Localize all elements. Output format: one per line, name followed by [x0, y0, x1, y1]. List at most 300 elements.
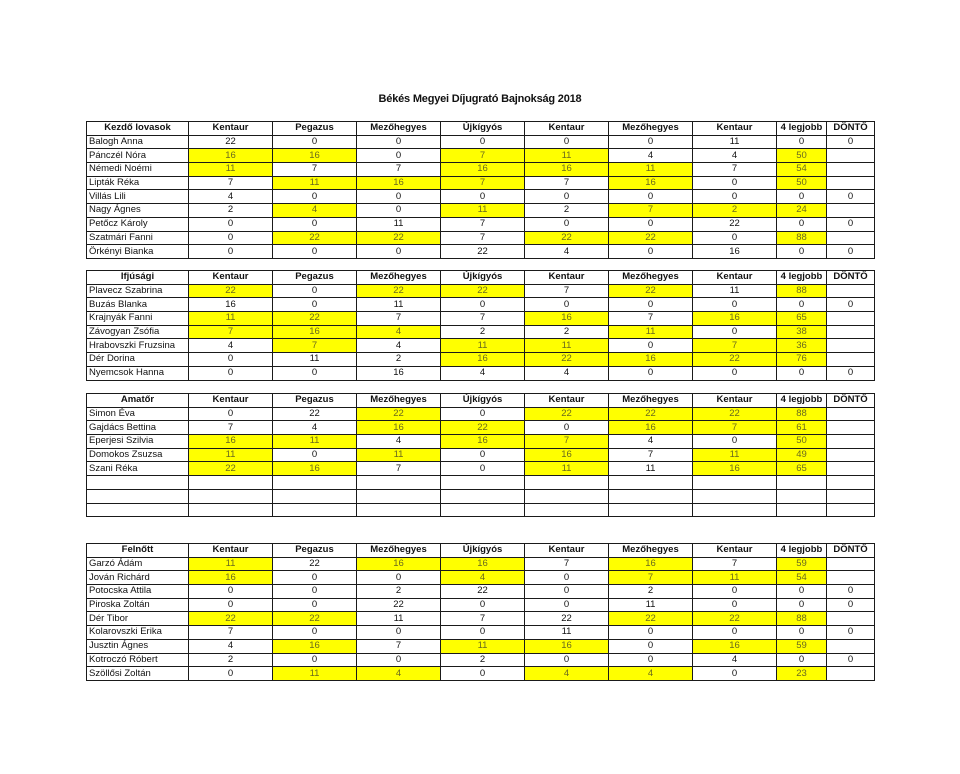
score-cell: 0	[273, 298, 357, 312]
score-cell: 4	[357, 325, 441, 339]
score-cell: 0	[189, 585, 273, 599]
score-cell	[273, 489, 357, 503]
final-cell	[827, 149, 875, 163]
score-cell: 0	[609, 626, 693, 640]
score-cell: 11	[693, 135, 777, 149]
best-four-cell: 76	[777, 353, 827, 367]
final-cell: 0	[827, 135, 875, 149]
final-cell	[827, 476, 875, 490]
table-row	[87, 339, 875, 353]
table-row	[87, 245, 875, 259]
final-cell	[827, 639, 875, 653]
score-cell: 16	[189, 571, 273, 585]
score-cell: 4	[189, 190, 273, 204]
score-cell: 7	[189, 176, 273, 190]
score-cell: 4	[609, 435, 693, 449]
column-header: Kentaur	[525, 394, 609, 408]
score-cell: 7	[525, 435, 609, 449]
score-cell: 11	[525, 626, 609, 640]
score-cell: 11	[189, 163, 273, 177]
best-four-cell	[777, 476, 827, 490]
score-cell	[357, 503, 441, 517]
score-cell: 0	[609, 339, 693, 353]
final-cell	[827, 435, 875, 449]
score-cell: 0	[189, 366, 273, 380]
score-cell: 11	[693, 284, 777, 298]
best-four-cell: 0	[777, 626, 827, 640]
best-four-cell: 0	[777, 135, 827, 149]
score-cell: 16	[525, 639, 609, 653]
score-cell: 7	[357, 163, 441, 177]
column-header: Kentaur	[693, 271, 777, 285]
final-cell: 0	[827, 653, 875, 667]
score-cell: 2	[189, 653, 273, 667]
score-cell: 11	[693, 571, 777, 585]
score-cell: 22	[693, 407, 777, 421]
score-cell: 0	[357, 135, 441, 149]
table-row	[87, 598, 875, 612]
score-cell	[525, 503, 609, 517]
rider-name: Petőcz Károly	[87, 217, 189, 231]
column-header: 4 legjobb	[777, 544, 827, 558]
rider-name: Dér Dorina	[87, 353, 189, 367]
score-cell: 0	[273, 284, 357, 298]
best-four-cell: 0	[777, 653, 827, 667]
final-cell: 0	[827, 598, 875, 612]
rider-name: Balogh Anna	[87, 135, 189, 149]
final-cell	[827, 407, 875, 421]
score-cell: 7	[693, 163, 777, 177]
score-cell: 0	[273, 217, 357, 231]
table-row	[87, 653, 875, 667]
score-cell: 7	[525, 557, 609, 571]
score-cell: 11	[609, 462, 693, 476]
score-cell: 0	[189, 667, 273, 681]
score-cell: 7	[525, 284, 609, 298]
rider-name	[87, 489, 189, 503]
score-cell: 0	[357, 245, 441, 259]
score-cell: 7	[609, 204, 693, 218]
table-row	[87, 163, 875, 177]
rider-name: Szöllősi Zoltán	[87, 667, 189, 681]
table-row	[87, 448, 875, 462]
score-cell: 0	[273, 135, 357, 149]
column-header: Mezőhegyes	[357, 394, 441, 408]
score-cell	[609, 503, 693, 517]
best-four-cell: 0	[777, 217, 827, 231]
score-cell: 0	[693, 598, 777, 612]
score-cell: 0	[273, 366, 357, 380]
header-row	[87, 544, 875, 558]
score-cell: 0	[525, 598, 609, 612]
score-cell: 22	[441, 421, 525, 435]
best-four-cell: 88	[777, 407, 827, 421]
score-cell: 0	[189, 407, 273, 421]
table-amator	[86, 393, 875, 517]
score-cell: 0	[609, 639, 693, 653]
score-cell: 4	[693, 653, 777, 667]
score-cell: 0	[441, 407, 525, 421]
score-cell: 0	[189, 353, 273, 367]
score-cell: 22	[441, 284, 525, 298]
score-cell: 7	[273, 163, 357, 177]
best-four-cell: 0	[777, 298, 827, 312]
best-four-cell: 88	[777, 231, 827, 245]
score-cell: 22	[525, 407, 609, 421]
final-cell	[827, 503, 875, 517]
score-cell: 0	[441, 298, 525, 312]
table-row	[87, 639, 875, 653]
rider-name: Örkényi Bianka	[87, 245, 189, 259]
column-header: Kentaur	[525, 544, 609, 558]
column-header: Kentaur	[693, 394, 777, 408]
rider-name: Szani Réka	[87, 462, 189, 476]
column-header: Kentaur	[525, 122, 609, 136]
score-cell: 7	[441, 217, 525, 231]
column-header: Mezőhegyes	[357, 544, 441, 558]
column-header: 4 legjobb	[777, 271, 827, 285]
score-cell	[525, 489, 609, 503]
table-row	[87, 462, 875, 476]
category-header: Felnőtt	[87, 544, 189, 558]
score-cell: 22	[357, 231, 441, 245]
score-cell: 7	[525, 176, 609, 190]
score-cell: 22	[189, 462, 273, 476]
final-cell	[827, 489, 875, 503]
score-cell: 11	[357, 298, 441, 312]
score-cell: 16	[693, 245, 777, 259]
column-header: Kentaur	[189, 122, 273, 136]
score-cell: 2	[693, 204, 777, 218]
score-cell: 0	[189, 217, 273, 231]
score-cell: 0	[273, 190, 357, 204]
score-cell: 11	[609, 325, 693, 339]
score-cell: 4	[525, 366, 609, 380]
score-cell: 7	[693, 339, 777, 353]
score-cell: 11	[189, 448, 273, 462]
score-cell: 11	[609, 163, 693, 177]
score-cell: 0	[189, 231, 273, 245]
best-four-cell: 59	[777, 557, 827, 571]
score-cell: 7	[189, 421, 273, 435]
score-cell: 22	[441, 585, 525, 599]
score-cell: 0	[693, 176, 777, 190]
table-row	[87, 626, 875, 640]
score-cell: 11	[609, 598, 693, 612]
score-cell: 4	[189, 639, 273, 653]
rider-name: Kotroczó Róbert	[87, 653, 189, 667]
score-cell: 0	[273, 626, 357, 640]
score-cell: 0	[693, 366, 777, 380]
score-cell: 0	[273, 448, 357, 462]
final-cell: 0	[827, 245, 875, 259]
final-cell	[827, 176, 875, 190]
column-header: Mezőhegyes	[609, 122, 693, 136]
best-four-cell: 59	[777, 639, 827, 653]
score-cell: 2	[525, 325, 609, 339]
score-cell	[189, 489, 273, 503]
final-cell: 0	[827, 298, 875, 312]
score-cell: 4	[693, 149, 777, 163]
score-cell: 0	[609, 190, 693, 204]
score-cell: 0	[273, 653, 357, 667]
score-cell: 0	[609, 298, 693, 312]
best-four-cell: 38	[777, 325, 827, 339]
score-cell: 4	[357, 435, 441, 449]
score-cell: 22	[273, 231, 357, 245]
score-cell: 16	[609, 421, 693, 435]
score-cell: 22	[357, 598, 441, 612]
score-cell: 11	[273, 667, 357, 681]
score-cell: 22	[273, 612, 357, 626]
rider-name: Plavecz Szabrina	[87, 284, 189, 298]
score-cell: 4	[189, 339, 273, 353]
score-cell: 0	[273, 598, 357, 612]
best-four-cell: 50	[777, 435, 827, 449]
score-cell: 11	[525, 149, 609, 163]
best-four-cell: 54	[777, 571, 827, 585]
score-cell: 0	[273, 245, 357, 259]
column-header: Újkígyós	[441, 544, 525, 558]
score-cell: 0	[525, 217, 609, 231]
table-row	[87, 489, 875, 503]
score-cell: 4	[609, 667, 693, 681]
table-row	[87, 149, 875, 163]
rider-name: Krajnyák Fanni	[87, 312, 189, 326]
score-cell: 0	[441, 135, 525, 149]
rider-name: Szatmári Fanni	[87, 231, 189, 245]
table-row	[87, 667, 875, 681]
rider-name: Pánczél Nóra	[87, 149, 189, 163]
score-cell: 11	[693, 448, 777, 462]
table-ifjusagi	[86, 270, 875, 381]
score-cell: 22	[273, 312, 357, 326]
final-cell	[827, 462, 875, 476]
score-cell: 4	[525, 667, 609, 681]
score-cell: 16	[273, 325, 357, 339]
column-header: Pegazus	[273, 394, 357, 408]
score-cell: 16	[189, 298, 273, 312]
final-cell	[827, 204, 875, 218]
rider-name	[87, 503, 189, 517]
score-cell: 0	[525, 585, 609, 599]
column-header: Mezőhegyes	[357, 122, 441, 136]
column-header: DÖNTŐ	[827, 122, 875, 136]
score-cell: 16	[525, 163, 609, 177]
score-cell: 11	[273, 435, 357, 449]
score-cell: 16	[693, 639, 777, 653]
best-four-cell: 88	[777, 284, 827, 298]
table-row	[87, 366, 875, 380]
score-cell: 11	[441, 639, 525, 653]
rider-name: Jován Richárd	[87, 571, 189, 585]
score-cell	[189, 476, 273, 490]
score-cell: 22	[525, 231, 609, 245]
rider-name	[87, 476, 189, 490]
column-header: Pegazus	[273, 544, 357, 558]
table-row	[87, 217, 875, 231]
score-cell: 0	[693, 585, 777, 599]
best-four-cell: 36	[777, 339, 827, 353]
score-cell: 16	[189, 149, 273, 163]
score-cell: 0	[441, 626, 525, 640]
table-row	[87, 585, 875, 599]
score-cell: 16	[441, 435, 525, 449]
table-row	[87, 435, 875, 449]
score-cell: 16	[609, 557, 693, 571]
final-cell	[827, 557, 875, 571]
score-cell: 0	[441, 598, 525, 612]
score-cell	[273, 476, 357, 490]
score-cell: 16	[609, 176, 693, 190]
score-cell: 0	[609, 366, 693, 380]
score-cell: 0	[273, 585, 357, 599]
best-four-cell: 0	[777, 366, 827, 380]
score-cell: 16	[357, 557, 441, 571]
score-cell: 2	[525, 204, 609, 218]
score-cell: 0	[357, 571, 441, 585]
score-cell: 16	[357, 366, 441, 380]
score-cell: 22	[273, 557, 357, 571]
table-row	[87, 557, 875, 571]
final-cell: 0	[827, 190, 875, 204]
table-row	[87, 298, 875, 312]
column-header: DÖNTŐ	[827, 544, 875, 558]
score-cell: 0	[609, 217, 693, 231]
category-header: Kezdő lovasok	[87, 122, 189, 136]
score-cell: 11	[441, 204, 525, 218]
score-cell: 22	[189, 612, 273, 626]
score-cell: 0	[441, 190, 525, 204]
final-cell	[827, 163, 875, 177]
score-cell: 4	[609, 149, 693, 163]
best-four-cell: 54	[777, 163, 827, 177]
score-cell: 7	[441, 612, 525, 626]
score-cell: 16	[441, 557, 525, 571]
table-row	[87, 312, 875, 326]
score-cell: 0	[273, 571, 357, 585]
category-header: Ifjúsági	[87, 271, 189, 285]
score-cell: 11	[273, 353, 357, 367]
header-row	[87, 271, 875, 285]
score-cell	[693, 503, 777, 517]
rider-name: Domokos Zsuzsa	[87, 448, 189, 462]
table-row	[87, 135, 875, 149]
score-cell	[441, 489, 525, 503]
final-cell	[827, 231, 875, 245]
score-cell: 0	[189, 245, 273, 259]
score-cell	[693, 476, 777, 490]
rider-name: Kolarovszki Erika	[87, 626, 189, 640]
score-cell: 7	[693, 557, 777, 571]
best-four-cell: 65	[777, 312, 827, 326]
score-cell: 0	[525, 190, 609, 204]
score-cell: 4	[441, 571, 525, 585]
score-cell: 22	[525, 353, 609, 367]
score-cell: 16	[189, 435, 273, 449]
score-cell: 0	[525, 135, 609, 149]
score-cell: 0	[357, 190, 441, 204]
rider-name: Jusztin Ágnes	[87, 639, 189, 653]
score-cell: 7	[189, 325, 273, 339]
score-cell: 22	[693, 217, 777, 231]
final-cell	[827, 353, 875, 367]
table-row	[87, 325, 875, 339]
best-four-cell: 61	[777, 421, 827, 435]
score-cell: 7	[441, 149, 525, 163]
score-cell: 0	[525, 571, 609, 585]
score-cell: 11	[357, 612, 441, 626]
score-cell: 7	[441, 312, 525, 326]
column-header: Kentaur	[525, 271, 609, 285]
table-row	[87, 204, 875, 218]
score-cell: 4	[273, 204, 357, 218]
score-cell: 2	[357, 353, 441, 367]
score-cell: 22	[189, 284, 273, 298]
score-cell	[357, 476, 441, 490]
rider-name: Hrabovszki Fruzsina	[87, 339, 189, 353]
score-cell: 11	[357, 217, 441, 231]
final-cell	[827, 325, 875, 339]
score-cell: 22	[189, 135, 273, 149]
score-cell: 7	[609, 571, 693, 585]
score-cell: 16	[525, 448, 609, 462]
column-header: Pegazus	[273, 271, 357, 285]
score-cell: 7	[189, 626, 273, 640]
table-felnott	[86, 543, 875, 681]
column-header: Kentaur	[693, 122, 777, 136]
score-cell: 0	[693, 667, 777, 681]
column-header: Mezőhegyes	[609, 394, 693, 408]
best-four-cell: 50	[777, 176, 827, 190]
rider-name: Dér Tibor	[87, 612, 189, 626]
best-four-cell: 0	[777, 190, 827, 204]
final-cell: 0	[827, 366, 875, 380]
best-four-cell: 0	[777, 598, 827, 612]
score-cell: 0	[609, 245, 693, 259]
rider-name: Némedi Noémi	[87, 163, 189, 177]
score-cell: 16	[357, 421, 441, 435]
column-header: Kentaur	[189, 544, 273, 558]
score-cell: 16	[273, 462, 357, 476]
score-cell: 4	[273, 421, 357, 435]
score-cell	[693, 489, 777, 503]
score-cell: 16	[609, 353, 693, 367]
best-four-cell	[777, 489, 827, 503]
score-cell: 0	[525, 298, 609, 312]
document-title: Békés Megyei Díjugrató Bajnokság 2018	[378, 93, 582, 105]
column-header: Újkígyós	[441, 271, 525, 285]
score-cell: 2	[609, 585, 693, 599]
score-cell: 0	[357, 653, 441, 667]
header-row	[87, 122, 875, 136]
column-header: Kentaur	[693, 544, 777, 558]
score-cell: 7	[609, 312, 693, 326]
score-cell: 22	[609, 407, 693, 421]
score-cell: 4	[441, 366, 525, 380]
score-cell: 16	[273, 149, 357, 163]
score-cell: 7	[693, 421, 777, 435]
best-four-cell: 88	[777, 612, 827, 626]
table-row	[87, 612, 875, 626]
rider-name: Simon Éva	[87, 407, 189, 421]
score-cell: 22	[441, 245, 525, 259]
final-cell	[827, 667, 875, 681]
score-cell	[441, 476, 525, 490]
rider-name: Nyemcsok Hanna	[87, 366, 189, 380]
rider-name: Garzó Ádám	[87, 557, 189, 571]
rider-name: Eperjesi Szilvia	[87, 435, 189, 449]
